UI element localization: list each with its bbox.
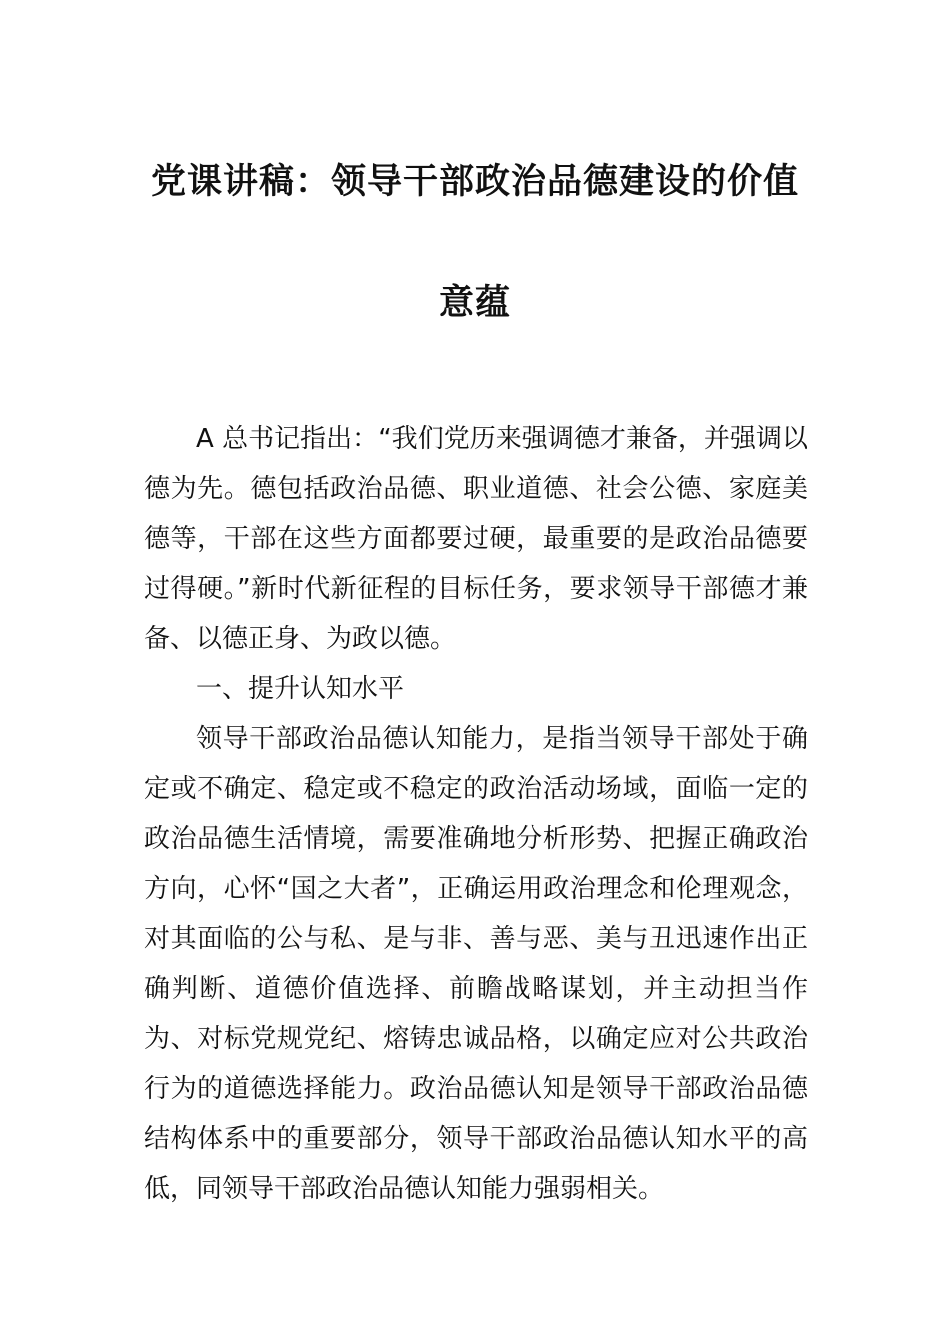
document-title-line-2: 意蕴 (438, 283, 511, 323)
document-body (144, 414, 808, 1214)
section-paragraph: 领导干部政治品德认知能力，是指当领导干部处于确定或不确定、稳定或不稳定的政治活动场域，面临一定的政治品德生活情境，需要准确地分析形势、把握正确政治方向，心怀“国之大者”，正确运用政治理念和伦理观念，对其面临的公与私、是与非、善与恶、美与丑迅速作出正确判断、道德价值选择、前瞻战略谋划，并主动担当作为、对标党规党纪、熔铸忠诚品格，以确定应对公共政治行为的道德选择能力。政治品德认知是领导干部政治品德结构体系中的重要部分，领导干部政治品德认知水平的高低，同领导干部政治品德认知能力强弱相关。 (144, 724, 808, 1204)
intro-paragraph: A 总书记指出：“我们党历来强调德才兼备，并强调以德为先。德包括政治品德、职业道德、社会公德、家庭美德等，干部在这些方面都要过硬，最重要的是政治品德要过得硬。”新时代新征程的目标任务，要求领导干部德才兼备、以德正身、为政以德。 (144, 424, 808, 654)
section-heading: 一、提升认知水平 (196, 674, 405, 704)
document-title-line-1: 党课讲稿：领导干部政治品德建设的价值 (150, 162, 799, 202)
